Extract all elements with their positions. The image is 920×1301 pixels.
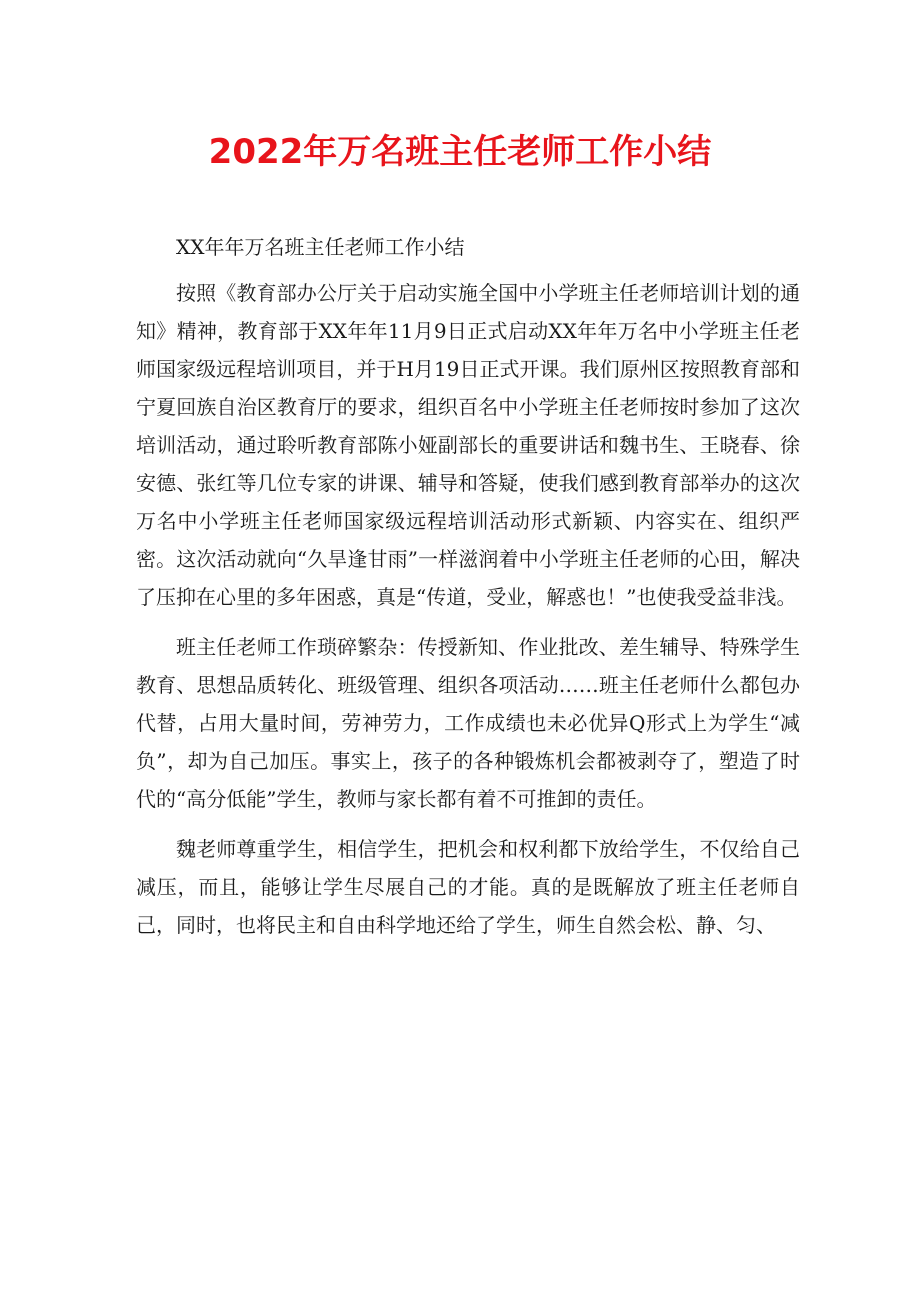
document-title: 2022年万名班主任老师工作小结 — [208, 132, 712, 172]
paragraph: 班主任老师工作琐碎繁杂：传授新知、作业批改、差生辅导、特殊学生教育、思想品质转化、班级管理、组织各项活动……班主任老师什么都包办代替，占用大量时间，劳神劳力，工作成绩也未必优异Q形式上为学生“减负”，却为自己加压。事实上，孩子的各种锻炼机会都被剥夺了，塑造了时代的“高分低能”学生，教师与家长都有着不可推卸的责任。 — [136, 635, 800, 811]
document-body — [136, 228, 800, 956]
paragraph: 按照《教育部办公厅关于启动实施全国中小学班主任老师培训计划的通知》精神，教育部于XX年年11月9日正式启动XX年年万名中小学班主任老师国家级远程培训项目，并于H月19日正式开课。我们原州区按照教育部和宁夏回族自治区教育厅的要求，组织百名中小学班主任老师按时参加了这次培训活动，通过聆听教育部陈小娅副部长的重要讲话和魏书生、王晓春、徐安德、张红等几位专家的讲课、辅导和答疑，使我们感到教育部举办的这次万名中小学班主任老师国家级远程培训活动形式新颖、内容实在、组织严密。这次活动就向“久旱逢甘雨”一样滋润着中小学班主任老师的心田，解决了压抑在心里的多年困惑，真是“传道，受业，解惑也！”也使我受益非浅。 — [136, 281, 800, 609]
paragraph: 魏老师尊重学生，相信学生，把机会和权利都下放给学生，不仅给自己减压，而且，能够让学生尽展自己的才能。真的是既解放了班主任老师自己，同时，也将民主和自由科学地还给了学生，师生自然会松、静、匀、 — [136, 837, 800, 937]
paragraph-subtitle: XX年年万名班主任老师工作小结 — [176, 235, 465, 259]
